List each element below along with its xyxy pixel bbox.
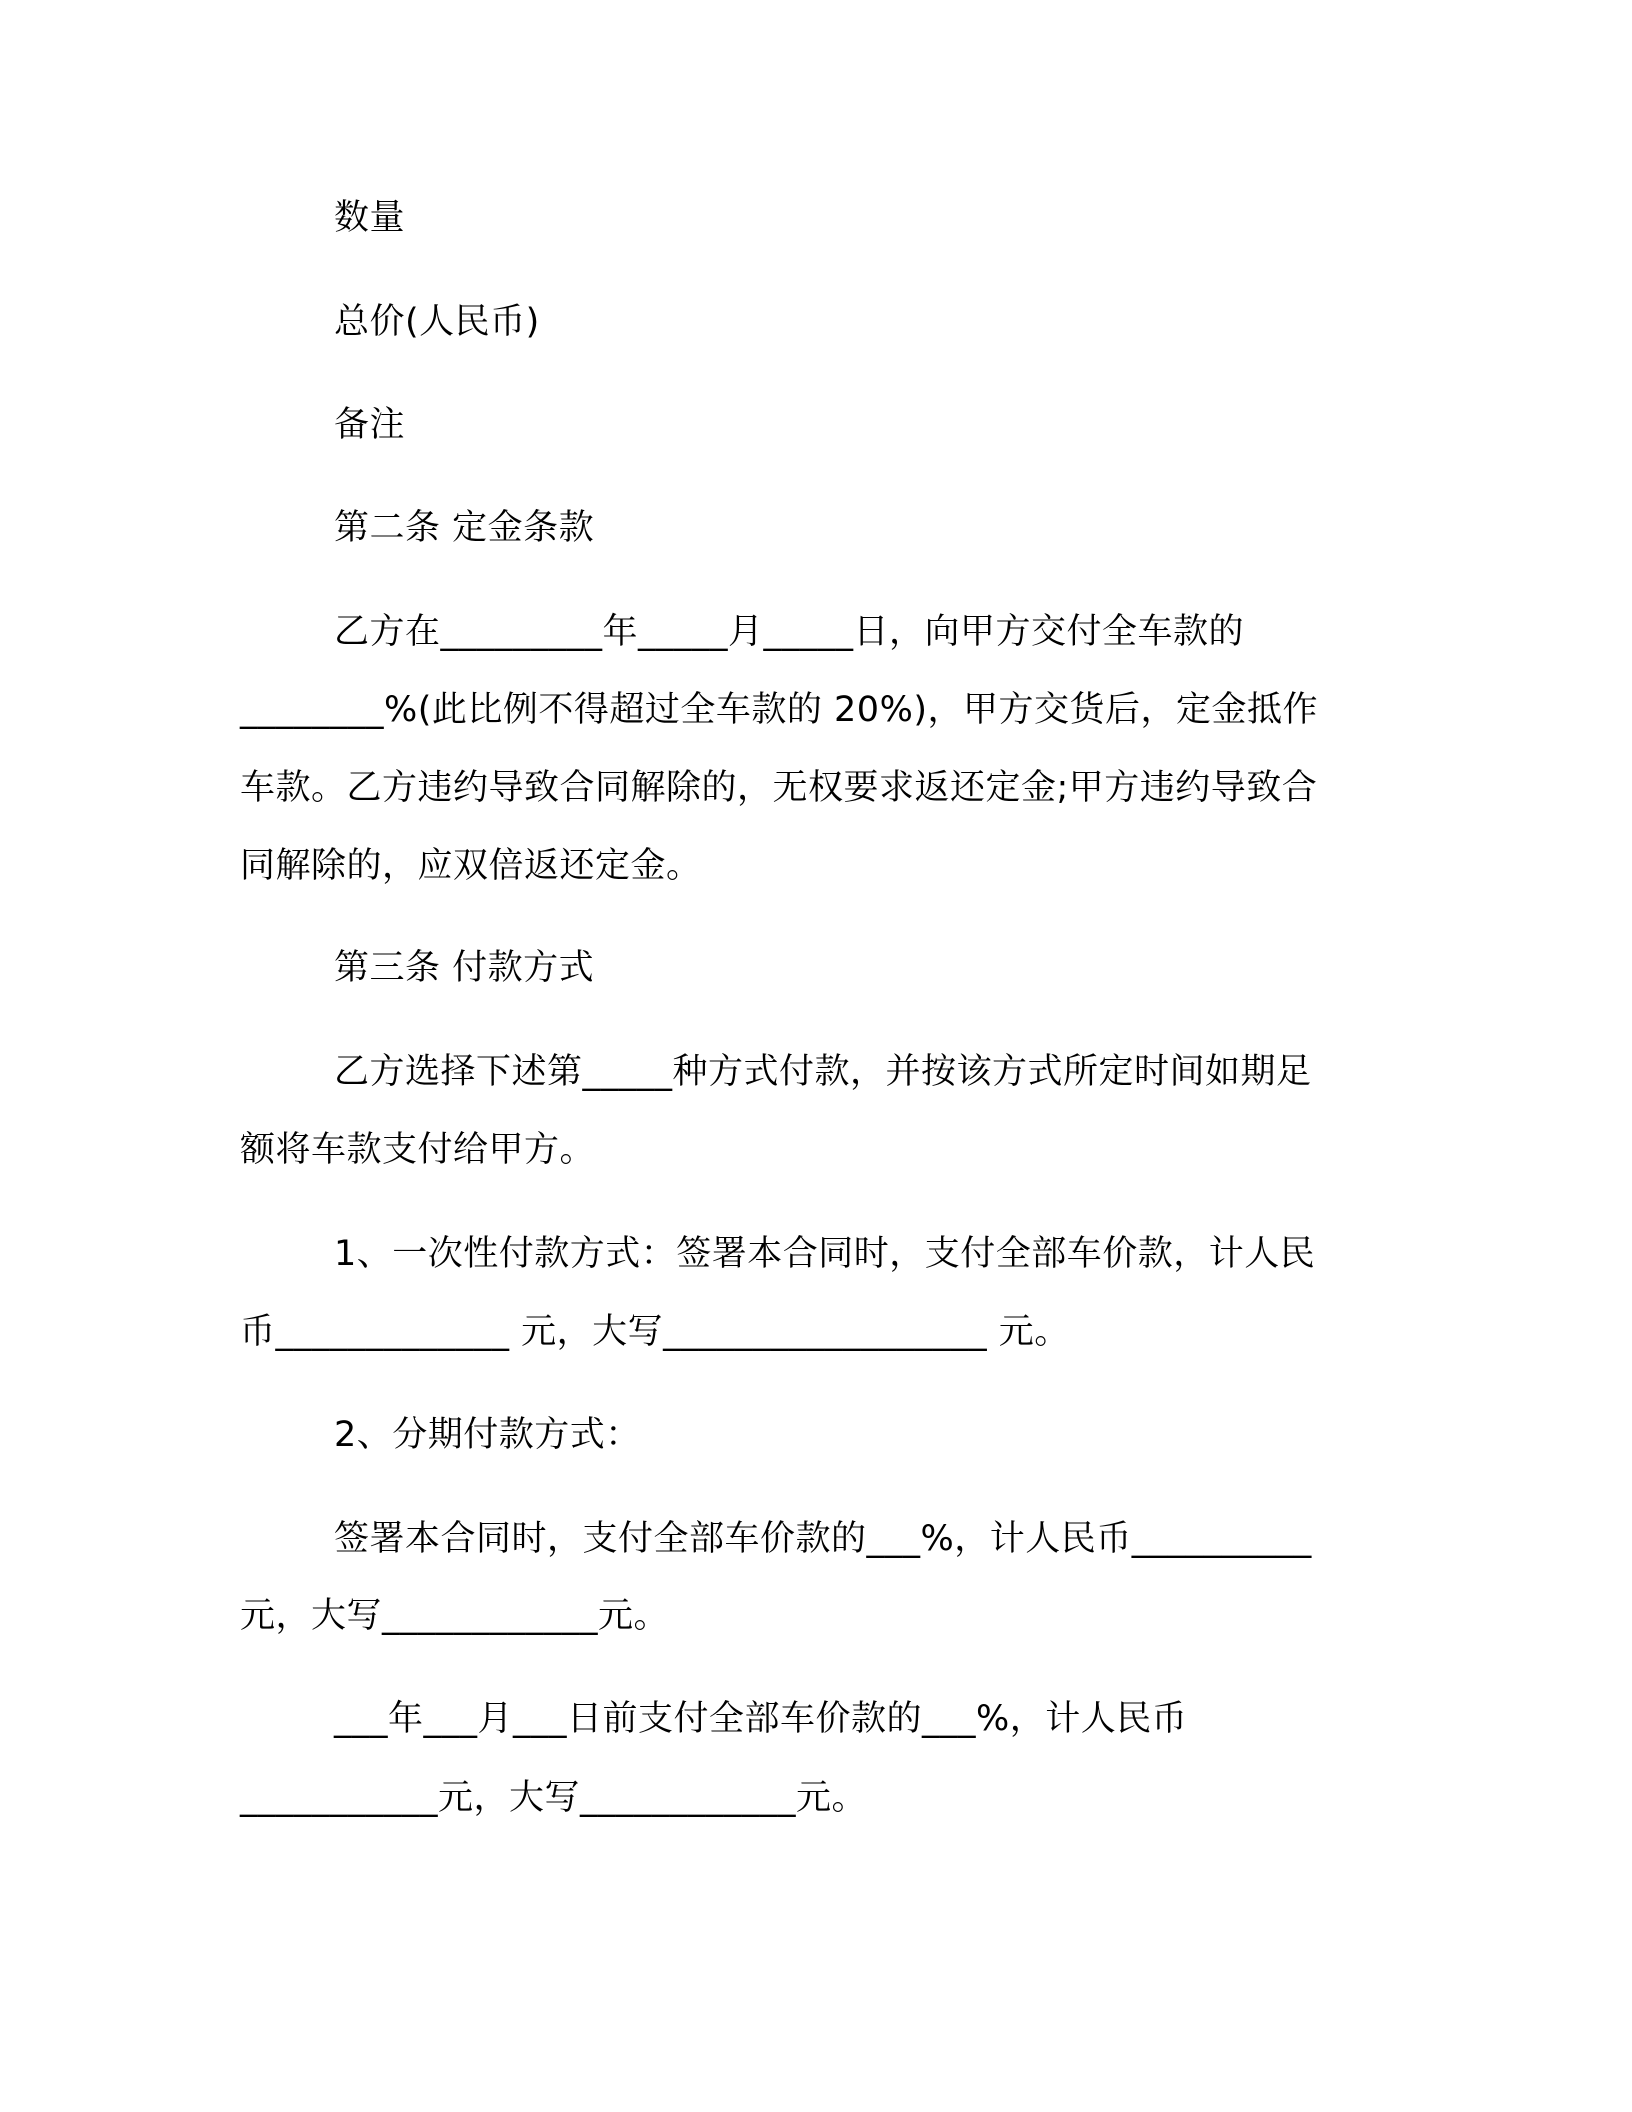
deposit-clause-line-3: 车款。乙方违约导致合同解除的，无权要求返还定金;甲方违约导致合 (240, 768, 1318, 808)
field-remarks-label: 备注 (334, 405, 406, 445)
installment-first-line-2: 元，大写____________元。 (240, 1596, 670, 1636)
field-quantity-label: 数量 (334, 198, 406, 238)
deposit-clause-line-4: 同解除的，应双倍返还定金。 (240, 846, 702, 886)
article-3-heading: 第三条 付款方式 (334, 948, 595, 988)
installment-payment-heading: 2、分期付款方式： (334, 1415, 641, 1455)
installment-first-line-1: 签署本合同时，支付全部车价款的___%，计人民币__________ (334, 1519, 1312, 1559)
deposit-clause-line-2: ________%(此比例不得超过全车款的 20%)，甲方交货后，定金抵作 (240, 690, 1318, 730)
deposit-clause-line-1: 乙方在_________年_____月_____日，向甲方交付全车款的 (334, 612, 1245, 652)
lump-sum-payment-line-2: 币_____________ 元，大写__________________ 元。 (240, 1312, 1070, 1352)
field-total-price-label: 总价(人民币) (334, 302, 540, 342)
article-2-heading: 第二条 定金条款 (334, 508, 595, 548)
payment-choice-line-1: 乙方选择下述第_____种方式付款，并按该方式所定时间如期足 (334, 1052, 1312, 1092)
installment-second-line-1: ___年___月___日前支付全部车价款的___%，计人民币 (334, 1699, 1188, 1739)
installment-second-line-2: ___________元，大写____________元。 (240, 1778, 868, 1818)
payment-choice-line-2: 额将车款支付给甲方。 (240, 1130, 596, 1170)
lump-sum-payment-line-1: 1、一次性付款方式：签署本合同时，支付全部车价款，计人民 (334, 1234, 1316, 1274)
